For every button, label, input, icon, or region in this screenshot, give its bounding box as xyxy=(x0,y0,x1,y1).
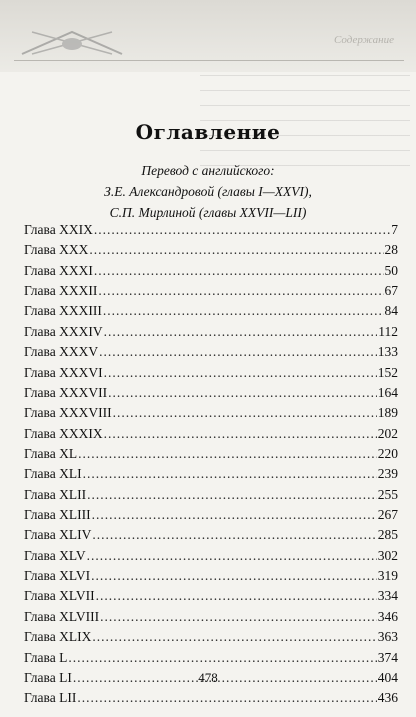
toc-entry-page: 133 xyxy=(377,344,398,360)
toc-entry[interactable] xyxy=(24,507,398,527)
dot-leader xyxy=(103,303,384,319)
dot-leader xyxy=(108,385,377,401)
page-title: Оглавление xyxy=(135,120,281,144)
toc-entry-label: Глава XLI xyxy=(24,466,82,482)
toc-entry-page: 112 xyxy=(378,323,398,339)
toc-entry-page: 67 xyxy=(384,283,398,299)
toc-entry-page: 220 xyxy=(377,445,398,461)
toc-entry-label: Глава XXIX xyxy=(24,222,93,237)
toc-entry[interactable] xyxy=(24,446,398,466)
dot-leader xyxy=(96,588,377,604)
toc-entry[interactable] xyxy=(24,283,398,303)
toc-entry-page: 363 xyxy=(377,629,398,645)
toc-entry[interactable] xyxy=(24,629,398,649)
toc-entry[interactable] xyxy=(24,568,398,588)
table-of-contents xyxy=(24,222,398,711)
toc-entry-page: 255 xyxy=(377,486,398,502)
toc-entry-page: 239 xyxy=(377,466,398,482)
toc-entry-page: 84 xyxy=(384,303,398,319)
toc-entry-page: 7 xyxy=(391,222,398,237)
toc-entry-label: Глава XLII xyxy=(24,486,87,502)
dot-leader xyxy=(94,263,384,279)
toc-entry-page: 319 xyxy=(377,568,398,584)
toc-entry-page: 50 xyxy=(384,262,398,278)
toc-entry-label: Глава XLVII xyxy=(24,588,95,604)
credits-line-1: Перевод с английского: xyxy=(141,163,275,178)
header-rule xyxy=(14,60,404,61)
credits-line-2: З.Е. Александровой (главы I—XXVI), xyxy=(104,184,312,199)
toc-entry-label: Глава XXXV xyxy=(24,344,99,360)
toc-entry-page: 267 xyxy=(377,507,398,523)
toc-entry-label: Глава XLIII xyxy=(24,507,91,523)
toc-entry[interactable] xyxy=(24,609,398,629)
toc-entry-label: Глава XXXVI xyxy=(24,364,103,380)
toc-entry-page: 302 xyxy=(377,547,398,563)
dot-leader xyxy=(91,568,377,584)
toc-entry-page: 202 xyxy=(377,425,398,441)
toc-entry[interactable] xyxy=(24,548,398,568)
dot-leader xyxy=(92,527,376,543)
toc-entry[interactable] xyxy=(24,588,398,608)
toc-entry[interactable] xyxy=(24,650,398,670)
toc-entry[interactable] xyxy=(24,344,398,364)
dot-leader xyxy=(104,324,378,340)
toc-entry-label: Глава XXXVII xyxy=(24,384,108,400)
toc-entry-label: Глава XXXIX xyxy=(24,425,103,441)
toc-entry-label: Глава XL xyxy=(24,445,78,461)
toc-entry-label: Глава LII xyxy=(24,690,77,706)
crossed-swords-emblem-icon xyxy=(12,24,132,60)
toc-entry-page: 334 xyxy=(377,588,398,604)
dot-leader xyxy=(68,650,376,666)
toc-entry-label: Глава XLV xyxy=(24,547,86,563)
dot-leader xyxy=(99,344,377,360)
toc-entry-label: Глава LI xyxy=(24,669,72,685)
toc-entry-label: Глава XLVI xyxy=(24,568,91,584)
toc-entry-label: Глава XXX xyxy=(24,242,89,258)
toc-entry-label: Глава XLIX xyxy=(24,629,92,645)
toc-entry-page: 152 xyxy=(377,364,398,380)
toc-entry[interactable] xyxy=(24,690,398,710)
toc-entry[interactable] xyxy=(24,242,398,262)
credits-line-3: С.П. Мирлиной (главы XXVII—LII) xyxy=(109,205,307,220)
toc-entry-label: Глава XXXVIII xyxy=(24,405,112,421)
dot-leader xyxy=(94,222,390,238)
page-number: 478 xyxy=(198,670,218,685)
toc-entry-label: Глава XXXIII xyxy=(24,303,102,319)
dot-leader xyxy=(113,405,377,421)
toc-entry[interactable] xyxy=(24,324,398,344)
dot-leader xyxy=(87,487,377,503)
dot-leader xyxy=(83,466,377,482)
toc-entry[interactable] xyxy=(24,527,398,547)
dot-leader xyxy=(87,548,377,564)
toc-entry-label: Глава L xyxy=(24,649,68,665)
toc-entry[interactable] xyxy=(24,365,398,385)
toc-entry-page: 436 xyxy=(377,690,398,706)
toc-entry-label: Глава XXXIV xyxy=(24,323,103,339)
toc-entry[interactable] xyxy=(24,222,398,242)
dot-leader xyxy=(100,609,377,625)
toc-entry-page: 404 xyxy=(377,669,398,685)
dot-leader xyxy=(98,283,383,299)
toc-entry-page: 189 xyxy=(377,405,398,421)
translation-credits xyxy=(0,160,416,223)
dot-leader xyxy=(78,446,377,462)
dot-leader xyxy=(104,426,377,442)
toc-entry[interactable] xyxy=(24,263,398,283)
toc-entry-page: 285 xyxy=(377,527,398,543)
toc-entry-page: 28 xyxy=(384,242,398,258)
toc-entry-page: 164 xyxy=(377,384,398,400)
dot-leader xyxy=(104,365,377,381)
running-title: Содержание xyxy=(333,34,394,46)
toc-entry[interactable] xyxy=(24,426,398,446)
toc-entry[interactable] xyxy=(24,405,398,425)
toc-entry-page: 346 xyxy=(377,608,398,624)
dot-leader xyxy=(92,507,377,523)
dot-leader xyxy=(89,242,383,258)
toc-entry-label: Глава XLVIII xyxy=(24,608,100,624)
toc-entry[interactable] xyxy=(24,487,398,507)
toc-entry-label: Глава XXXII xyxy=(24,283,98,299)
toc-entry-label: Глава XXXI xyxy=(24,262,93,278)
toc-entry[interactable] xyxy=(24,385,398,405)
dot-leader xyxy=(92,629,376,645)
toc-entry[interactable] xyxy=(24,466,398,486)
toc-entry[interactable] xyxy=(24,303,398,323)
toc-entry-page: 374 xyxy=(377,649,398,665)
toc-entry-label: Глава XLIV xyxy=(24,527,92,543)
dot-leader xyxy=(77,690,376,706)
